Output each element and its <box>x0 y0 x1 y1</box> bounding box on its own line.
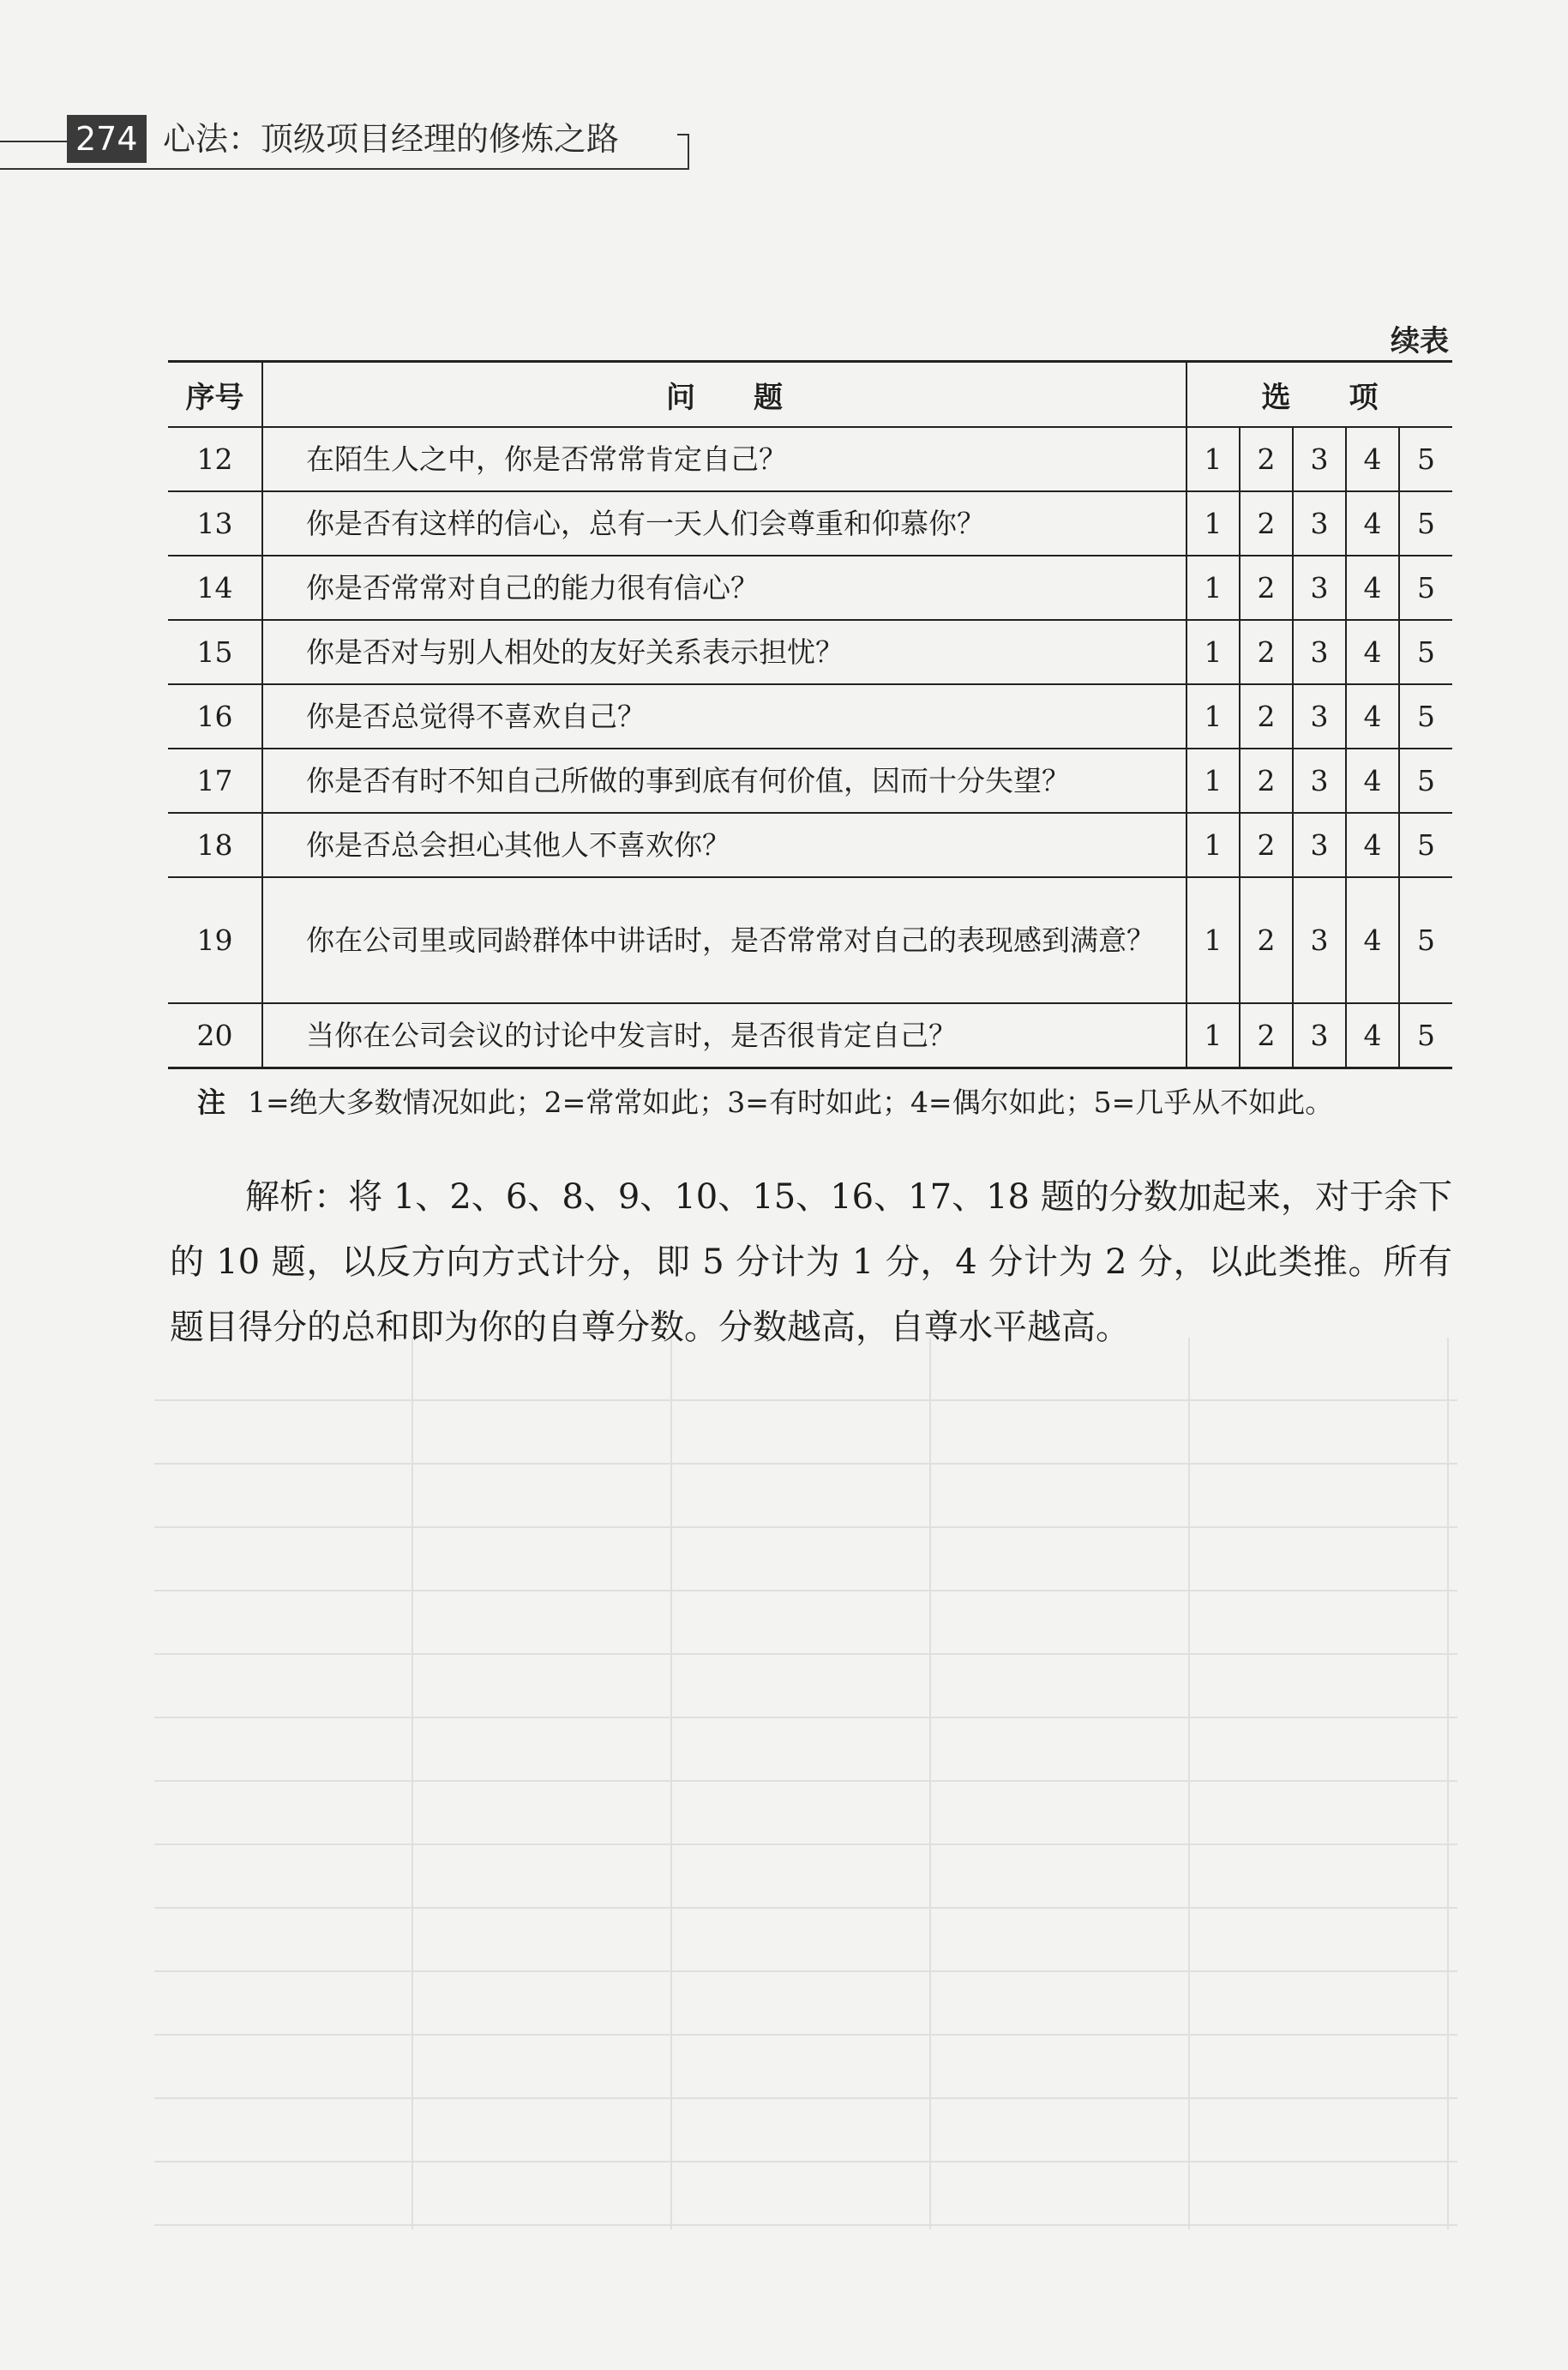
page-number: 274 <box>67 115 147 163</box>
note-label: 注 <box>197 1086 225 1119</box>
option-3: 3 <box>1293 620 1346 684</box>
note-text: 1=绝大多数情况如此；2=常常如此；3=有时如此；4=偶尔如此；5=几乎从不如此。 <box>248 1086 1334 1119</box>
running-head <box>0 110 712 170</box>
self-esteem-survey-table <box>168 360 1452 1069</box>
option-4: 4 <box>1346 491 1399 556</box>
bleed-through-background <box>154 1338 1457 2229</box>
option-5: 5 <box>1399 749 1452 813</box>
option-2: 2 <box>1240 684 1293 749</box>
option-3: 3 <box>1293 813 1346 877</box>
table-row <box>168 749 1452 813</box>
row-number: 12 <box>168 427 262 491</box>
table-row <box>168 813 1452 877</box>
table-row <box>168 877 1452 1003</box>
row-question: 你是否有时不知自己所做的事到底有何价值，因而十分失望？ <box>262 749 1187 813</box>
option-5: 5 <box>1399 877 1452 1003</box>
header-options: 选 项 <box>1187 362 1452 428</box>
table-row <box>168 556 1452 620</box>
option-5: 5 <box>1399 1003 1452 1068</box>
header-rule-left <box>0 141 67 142</box>
row-question: 你是否有这样的信心，总有一天人们会尊重和仰慕你？ <box>262 491 1187 556</box>
row-question: 你是否总觉得不喜欢自己？ <box>262 684 1187 749</box>
option-1: 1 <box>1187 684 1240 749</box>
table-row <box>168 620 1452 684</box>
option-4: 4 <box>1346 427 1399 491</box>
option-3: 3 <box>1293 556 1346 620</box>
row-number: 13 <box>168 491 262 556</box>
row-number: 15 <box>168 620 262 684</box>
option-3: 3 <box>1293 684 1346 749</box>
option-3: 3 <box>1293 1003 1346 1068</box>
row-number: 18 <box>168 813 262 877</box>
option-4: 4 <box>1346 556 1399 620</box>
option-5: 5 <box>1399 813 1452 877</box>
option-2: 2 <box>1240 556 1293 620</box>
option-4: 4 <box>1346 813 1399 877</box>
option-5: 5 <box>1399 684 1452 749</box>
row-number: 16 <box>168 684 262 749</box>
table-header-row <box>168 362 1452 428</box>
option-1: 1 <box>1187 556 1240 620</box>
option-2: 2 <box>1240 427 1293 491</box>
option-2: 2 <box>1240 877 1293 1003</box>
option-5: 5 <box>1399 556 1452 620</box>
option-2: 2 <box>1240 1003 1293 1068</box>
option-1: 1 <box>1187 427 1240 491</box>
row-number: 19 <box>168 877 262 1003</box>
option-2: 2 <box>1240 813 1293 877</box>
row-question: 你是否总会担心其他人不喜欢你？ <box>262 813 1187 877</box>
option-2: 2 <box>1240 620 1293 684</box>
option-3: 3 <box>1293 877 1346 1003</box>
analysis-paragraph: 解析：将 1、2、6、8、9、10、15、16、17、18 题的分数加起来，对于余下的 10 题，以反方向方式计分，即 5 分计为 1 分，4 分计为 2 分，以此类推。所有题目得分的总和即为你的自尊分数。分数越高，自尊水平越高。 <box>170 1177 1452 1347</box>
option-2: 2 <box>1240 491 1293 556</box>
option-4: 4 <box>1346 684 1399 749</box>
header-rule-right <box>688 134 689 170</box>
option-2: 2 <box>1240 749 1293 813</box>
row-question: 在陌生人之中，你是否常常肯定自己？ <box>262 427 1187 491</box>
table-row <box>168 491 1452 556</box>
table-row <box>168 427 1452 491</box>
option-5: 5 <box>1399 491 1452 556</box>
option-1: 1 <box>1187 877 1240 1003</box>
option-4: 4 <box>1346 620 1399 684</box>
option-3: 3 <box>1293 749 1346 813</box>
option-4: 4 <box>1346 877 1399 1003</box>
row-question: 你是否常常对自己的能力很有信心？ <box>262 556 1187 620</box>
table-note <box>197 1079 1466 1127</box>
row-question: 你在公司里或同龄群体中讲话时，是否常常对自己的表现感到满意？ <box>262 877 1187 1003</box>
book-title: 心法：顶级项目经理的修炼之路 <box>163 120 620 158</box>
header-rule-bottom <box>0 168 689 170</box>
continued-table-label: 续表 <box>1391 324 1449 358</box>
row-number: 20 <box>168 1003 262 1068</box>
row-number: 14 <box>168 556 262 620</box>
option-5: 5 <box>1399 620 1452 684</box>
option-1: 1 <box>1187 1003 1240 1068</box>
row-question: 当你在公司会议的讨论中发言时，是否很肯定自己？ <box>262 1003 1187 1068</box>
option-1: 1 <box>1187 620 1240 684</box>
option-1: 1 <box>1187 813 1240 877</box>
option-3: 3 <box>1293 427 1346 491</box>
table-row <box>168 1003 1452 1068</box>
option-1: 1 <box>1187 749 1240 813</box>
option-4: 4 <box>1346 749 1399 813</box>
header-question: 问 题 <box>262 362 1187 428</box>
table-row <box>168 684 1452 749</box>
option-3: 3 <box>1293 491 1346 556</box>
option-1: 1 <box>1187 491 1240 556</box>
option-5: 5 <box>1399 427 1452 491</box>
row-number: 17 <box>168 749 262 813</box>
header-number: 序号 <box>168 362 262 428</box>
option-4: 4 <box>1346 1003 1399 1068</box>
row-question: 你是否对与别人相处的友好关系表示担忧？ <box>262 620 1187 684</box>
